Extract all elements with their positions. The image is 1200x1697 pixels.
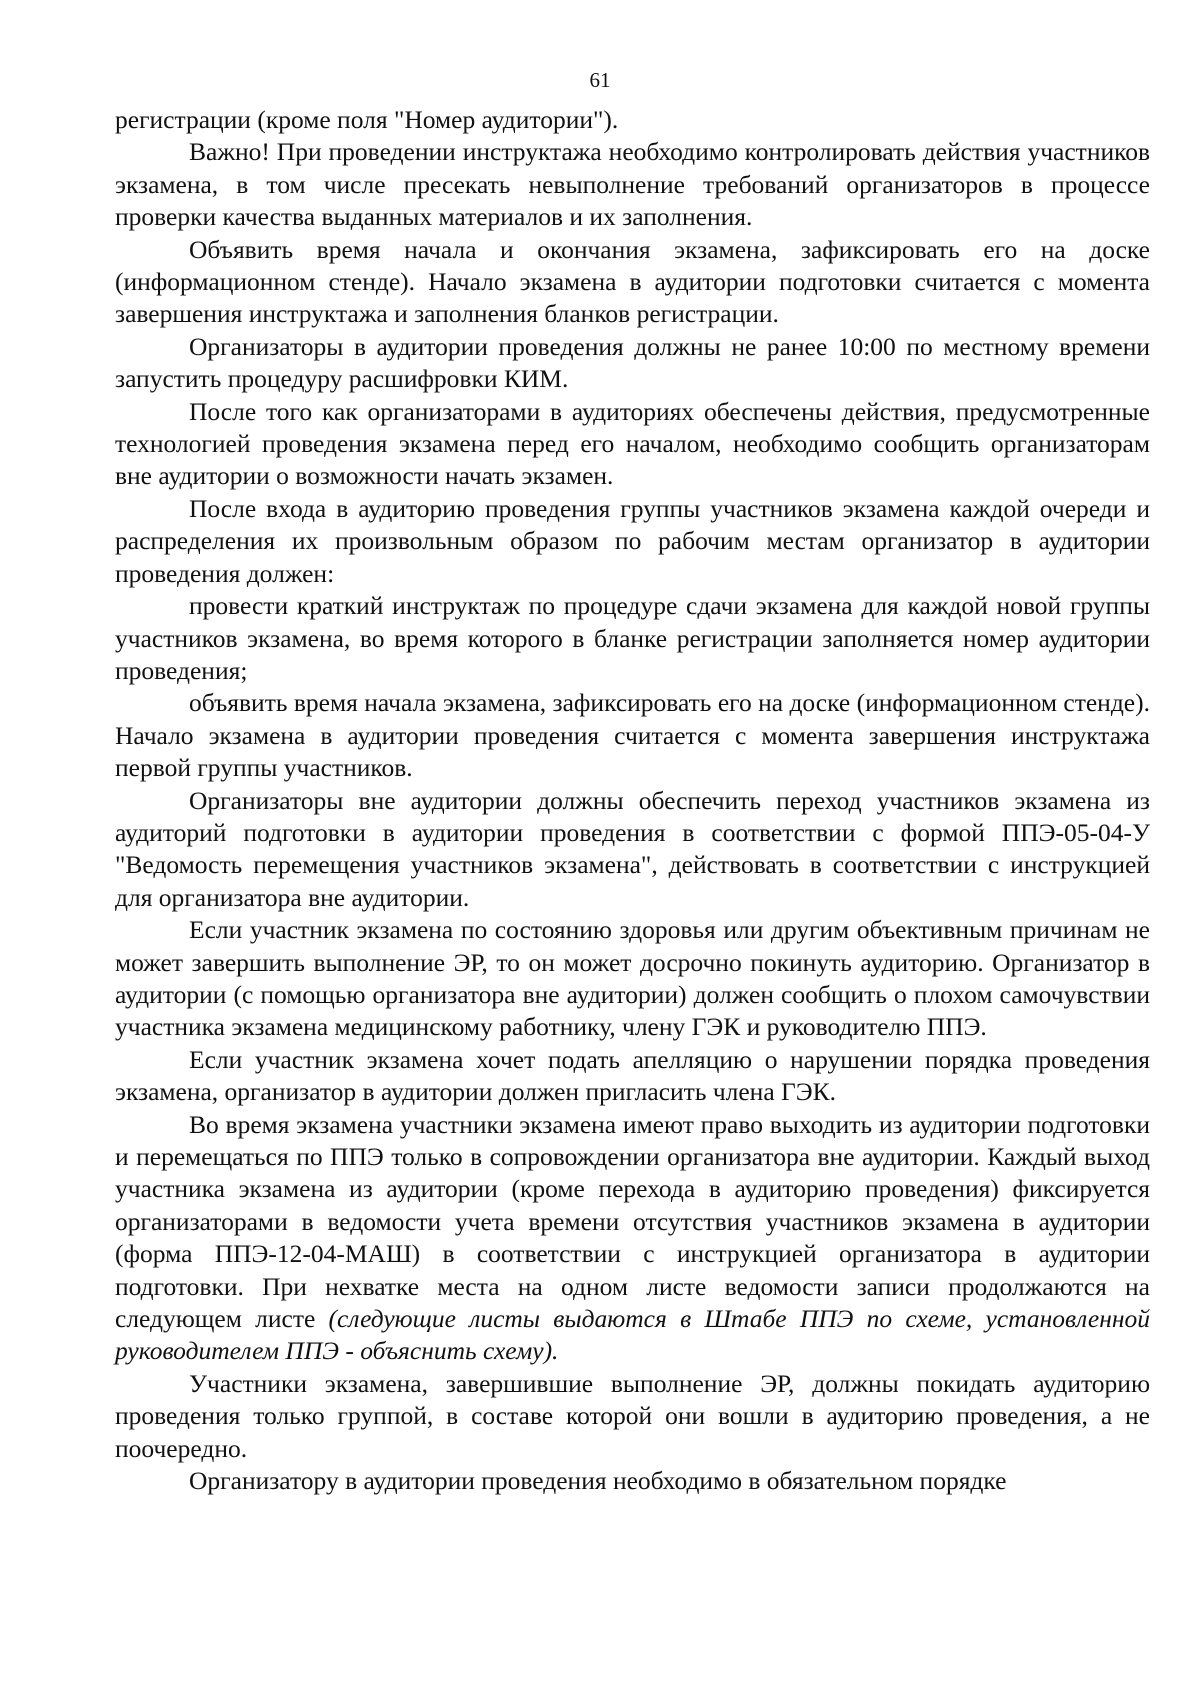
- paragraph: После того как организаторами в аудиториях обеспечены действия, предусмотренные технологией проведения экзамена перед его началом, необходимо сообщить организаторам вне аудитории о возможности начать экзамен.: [115, 396, 1150, 491]
- list-item: объявить время начала экзамена, зафиксировать его на доске (информационном стенде). Начало экзамена в аудитории проведения считается с момента завершения инструктажа первой группы участников.: [115, 688, 1150, 783]
- list-item: провести краткий инструктаж по процедуре сдачи экзамена для каждой новой группы участников экзамена, во время которого в бланке регистрации заполняется номер аудитории проведения;: [115, 591, 1150, 685]
- page-number: 61: [589, 68, 611, 92]
- paragraph: Организаторы в аудитории проведения должны не ранее 10:00 по местному времени запустить процедуру расшифровки КИМ.: [115, 331, 1150, 394]
- paragraph: Важно! При проведении инструктажа необходимо контролировать действия участников экзамена, в том числе пресекать невыполнение требований организаторов в процессе проверки качества выданных материалов и их заполнения.: [115, 137, 1150, 232]
- document-body: [115, 104, 1150, 1497]
- paragraph: регистрации (кроме поля "Номер аудитории").: [115, 105, 619, 134]
- paragraph: Если участник экзамена хочет подать апелляцию о нарушении порядка проведения экзамена, организатор в аудитории должен пригласить члена ГЭК.: [115, 1044, 1150, 1107]
- paragraph: Организаторы вне аудитории должны обеспечить переход участников экзамена из аудиторий подготовки в аудитории проведения в соответствии с формой ППЭ-05-04-У "Ведомость перемещения участников экзамена", действовать в соответствии с инструкцией для организатора вне аудитории.: [115, 785, 1150, 912]
- paragraph: Организатору в аудитории проведения необходимо в обязательном порядке: [189, 1466, 1007, 1496]
- paragraph: Если участник экзамена по состоянию здоровья или другим объективным причинам не может завершить выполнение ЭР, то он может досрочно покинуть аудиторию. Организатор в аудитории (с помощью организатора вне аудитории) должен сообщить о плохом самочувствии участника экзамена медицинскому работнику, члену ГЭК и руководителю ППЭ.: [115, 915, 1150, 1042]
- paragraph-text: Во время экзамена участники экзамена имеют право выходить из аудитории подготовки и перемещаться по ППЭ только в сопровождении организатора вне аудитории. Каждый выход участника экзамена из аудитории (кроме перехода в аудиторию проведения) фиксируется организаторами в ведомости учета времени отсутствия участников экзамена в аудитории (форма ППЭ-12-04-МАШ) в соответствии с инструкцией организатора в аудитории подготовки. При нехватке места на одном листе ведомости записи продолжаются на следующем листе: [115, 1109, 1150, 1334]
- paragraph: После входа в аудиторию проведения группы участников экзамена каждой очереди и распределения их произвольным образом по рабочим местам организатор в аудитории проведения должен:: [115, 493, 1150, 588]
- paragraph: [115, 1109, 1150, 1368]
- paragraph: Участники экзамена, завершившие выполнение ЭР, должны покидать аудиторию проведения только группой, в составе которой они вошли в аудиторию проведения, а не поочередно.: [115, 1368, 1150, 1463]
- paragraph-italic-note: (следующие листы выдаются в Штабе ППЭ по схеме, установленной руководителем ППЭ - объяснить схему).: [115, 1304, 1151, 1366]
- paragraph: Объявить время начала и окончания экзамена, зафиксировать его на доске (информационном стенде). Начало экзамена в аудитории подготовки считается с момента завершения инструктажа и заполнения бланков регистрации.: [115, 234, 1150, 329]
